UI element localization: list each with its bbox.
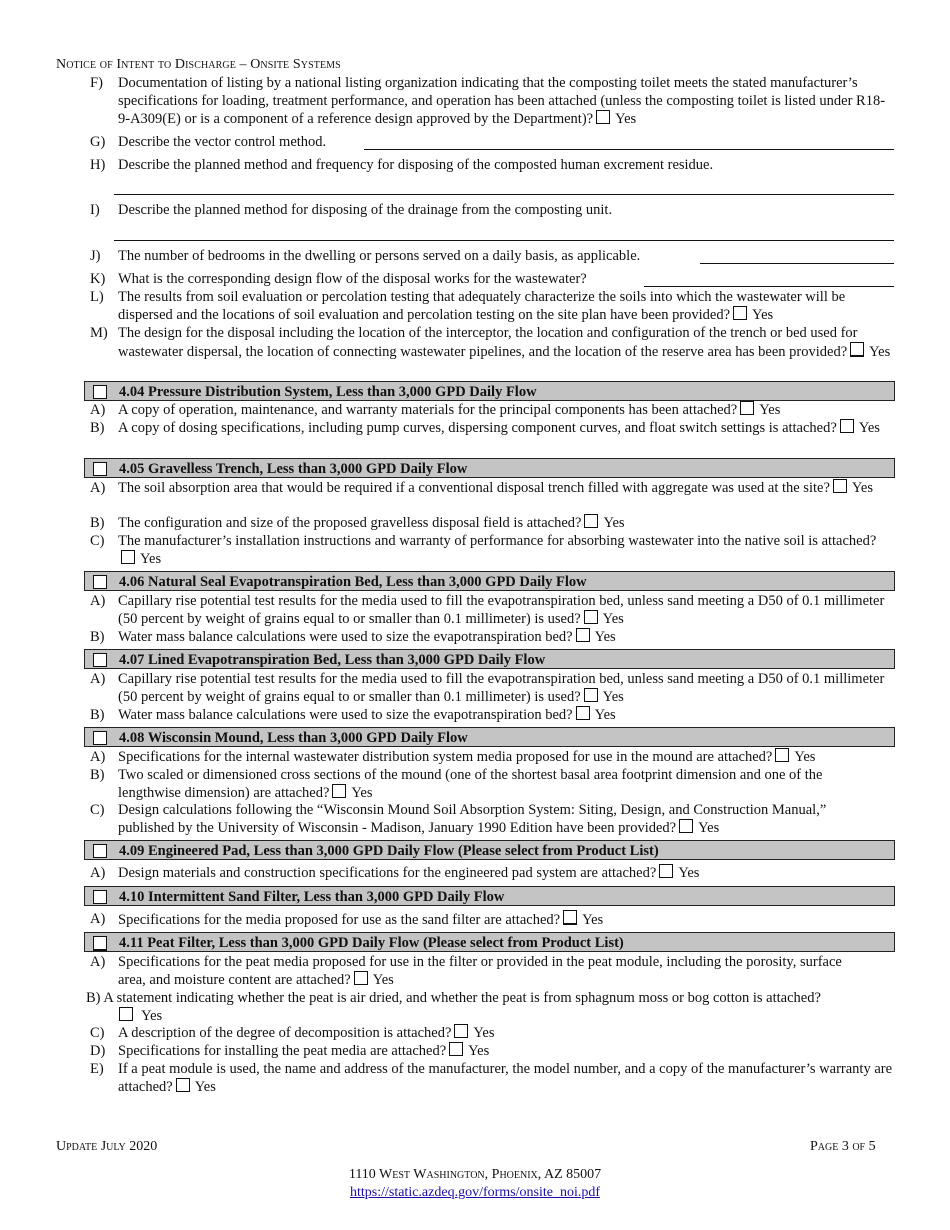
document-header: Notice of Intent to Discharge – Onsite Systems: [56, 57, 341, 72]
section-checkbox[interactable]: [93, 731, 107, 745]
item-letter: E): [90, 1061, 104, 1077]
item-letter: K): [90, 271, 106, 287]
item-405-B: [84, 514, 896, 532]
item-text: A copy of operation, maintenance, and warranty materials for the principal components has been attached?: [118, 402, 738, 418]
item-letter: I): [90, 202, 100, 218]
yes-checkbox[interactable]: [176, 1078, 190, 1092]
item-M: [84, 324, 896, 361]
section-checkbox[interactable]: [93, 936, 107, 951]
yes-label: Yes: [468, 1043, 490, 1059]
item-text: Documentation of listing by a national listing organization indicating that the composting toilet meets the stated manufacturer’s specifications for loading, treatment performance, and operation has been attached (unless the composting toilet is listed under R18-9-A309(E) or is a component of a reference design approved by the Department)?: [118, 75, 886, 127]
item-H: [84, 156, 896, 174]
item-408-C: [84, 801, 874, 837]
item-letter: L): [90, 289, 104, 305]
item-407-A: [84, 670, 896, 706]
yes-label: Yes: [603, 515, 625, 531]
section-4-04-header: [84, 381, 895, 401]
item-letter: M): [90, 325, 108, 341]
item-text: The manufacturer’s installation instructions and warranty of performance for absorbing wastewater into the native soil is attached?: [118, 533, 877, 549]
item-411-A: [84, 953, 854, 989]
item-text: Specifications for the peat media proposed for use in the filter or provided in the peat module, including the porosity, surface area, and moisture content are attached?: [118, 954, 842, 988]
item-text: Describe the vector control method.: [118, 134, 327, 150]
yes-label: Yes: [351, 785, 373, 801]
yes-checkbox[interactable]: [596, 110, 610, 124]
item-411-E: [84, 1060, 896, 1096]
item-letter: B): [90, 767, 105, 783]
yes-label: Yes: [602, 611, 624, 627]
yes-label: Yes: [759, 402, 781, 418]
section-4-05-header: [84, 458, 895, 478]
yes-checkbox[interactable]: [332, 784, 346, 798]
item-letter: A): [90, 671, 106, 687]
section-title: 4.08 Wisconsin Mound, Less than 3,000 GPD Daily Flow: [119, 730, 468, 746]
item-411-D: [84, 1042, 896, 1060]
item-text: Describe the planned method for disposing of the drainage from the composting unit.: [118, 202, 613, 218]
item-text: A description of the degree of decomposition is attached?: [118, 1025, 452, 1041]
yes-checkbox[interactable]: [576, 628, 590, 642]
item-text: Capillary rise potential test results for the media used to fill the evapotranspiration bed, unless sand meeting a D50 of 0.1 millimeter (50 percent by weight of grains equal to or smaller than 0.1 millimeter) is used?: [118, 671, 885, 705]
section-checkbox[interactable]: [93, 385, 107, 399]
item-text: Capillary rise potential test results for the media used to fill the evapotranspiration bed, unless sand meeting a D50 of 0.1 millimeter (50 percent by weight of grains equal to or smaller than 0.1 millimeter) is used?: [118, 593, 885, 627]
item-text: The number of bedrooms in the dwelling or persons served on a daily basis, as applicable.: [118, 248, 641, 264]
item-letter: A): [90, 480, 106, 496]
item-404-A: [84, 401, 896, 419]
yes-checkbox[interactable]: [354, 971, 368, 985]
yes-label: Yes: [615, 111, 637, 127]
footer-page-number: Page 3 of 5: [810, 1139, 876, 1154]
yes-checkbox[interactable]: [121, 550, 135, 564]
item-text: The soil absorption area that would be required if a conventional disposal trench filled with aggregate was used at the site?: [118, 480, 830, 496]
section-4-08-header: [84, 727, 895, 747]
section-4-10-header: [84, 886, 895, 906]
item-409-A: [84, 864, 896, 882]
design-flow-answer-line[interactable]: [644, 286, 894, 287]
item-text: Specifications for installing the peat media are attached?: [118, 1043, 447, 1059]
yes-checkbox[interactable]: [679, 819, 693, 833]
item-letter: A): [90, 402, 106, 418]
item-text: The results from soil evaluation or percolation testing that adequately characterize the soils into which the wastewater will be dispersed and the locations of soil evaluation and percolation testing on the site plan have been provided?: [118, 289, 846, 323]
footer-url-container: [0, 1184, 950, 1202]
yes-label: Yes: [141, 1008, 163, 1024]
footer-url-link[interactable]: https://static.azdeq.gov/forms/onsite_noi.pdf: [349, 1185, 601, 1200]
section-title: 4.10 Intermittent Sand Filter, Less than 3,000 GPD Daily Flow: [119, 889, 505, 905]
item-letter: B): [90, 515, 105, 531]
item-letter: G): [90, 134, 106, 150]
item-406-B: [84, 628, 896, 646]
item-letter: A): [90, 911, 106, 927]
item-411-C: [84, 1024, 896, 1042]
item-text: Specifications for the media proposed for use as the sand filter are attached?: [118, 912, 561, 928]
yes-checkbox[interactable]: [659, 864, 673, 878]
yes-checkbox[interactable]: [840, 419, 854, 433]
section-4-11-header: [84, 932, 895, 952]
yes-checkbox[interactable]: [584, 514, 598, 528]
item-text: Water mass balance calculations were used to size the evapotranspiration bed?: [118, 629, 573, 645]
yes-checkbox[interactable]: [563, 910, 577, 925]
item-text: Two scaled or dimensioned cross sections of the mound (one of the shortest basal area footprint dimension and one of the lengthwise dimension) are attached?: [118, 767, 823, 801]
item-text: A statement indicating whether the peat is air dried, and whether the peat is from sphagnum moss or bog cotton is attached?: [103, 990, 821, 1006]
item-letter: A): [90, 749, 106, 765]
yes-label: Yes: [858, 420, 880, 436]
yes-checkbox[interactable]: [449, 1042, 463, 1056]
yes-checkbox[interactable]: [740, 401, 754, 415]
item-text: The design for the disposal including the location of the interceptor, the location and configuration of the trench or bed used for wastewater dispersal, the location of connecting wastewater pipelines, and the location of the reserve area has been provided?: [118, 325, 858, 360]
item-letter: D): [90, 1043, 106, 1059]
section-title: 4.07 Lined Evapotranspiration Bed, Less than 3,000 GPD Daily Flow: [119, 652, 546, 668]
yes-label: Yes: [869, 344, 891, 360]
section-checkbox[interactable]: [93, 575, 107, 589]
yes-checkbox[interactable]: [775, 748, 789, 762]
item-I: [84, 201, 896, 219]
item-text: A copy of dosing specifications, including pump curves, dispersing component curves, and float switch settings is attached?: [118, 420, 837, 436]
item-408-A: [84, 748, 896, 766]
item-410-A: [84, 910, 896, 929]
item-text: What is the corresponding design flow of the disposal works for the wastewater?: [118, 271, 587, 287]
item-F: [84, 74, 896, 128]
item-407-B: [84, 706, 896, 724]
drainage-disposal-answer-line[interactable]: [114, 240, 894, 241]
item-letter: F): [90, 75, 103, 91]
footer-address: 1110 West Washington, Phoenix, AZ 85007: [348, 1167, 602, 1182]
item-text: Specifications for the internal wastewater distribution system media proposed for use in the mound are attached?: [118, 749, 773, 765]
yes-checkbox[interactable]: [119, 1007, 133, 1021]
yes-label: Yes: [794, 749, 816, 765]
section-title: 4.09 Engineered Pad, Less than 3,000 GPD Daily Flow (Please select from Product List): [119, 843, 659, 859]
item-text: Design materials and construction specifications for the engineered pad system are attached?: [118, 865, 657, 881]
footer-update-date: Update July 2020: [56, 1139, 158, 1154]
item-text: Water mass balance calculations were used to size the evapotranspiration bed?: [118, 707, 573, 723]
item-letter: C): [90, 802, 105, 818]
section-4-09-header: [84, 840, 895, 860]
yes-label: Yes: [473, 1025, 495, 1041]
item-text: If a peat module is used, the name and address of the manufacturer, the model number, and a copy of the manufacturer’s warranty are attached?: [118, 1061, 893, 1095]
item-letter: B): [86, 990, 101, 1006]
section-title: 4.11 Peat Filter, Less than 3,000 GPD Daily Flow (Please select from Product List): [119, 935, 624, 951]
yes-checkbox[interactable]: [584, 610, 598, 624]
item-letter: B): [90, 420, 105, 436]
item-text: The configuration and size of the proposed gravelless disposal field is attached?: [118, 515, 582, 531]
yes-label: Yes: [678, 865, 700, 881]
yes-label: Yes: [698, 820, 720, 836]
item-405-A: [84, 479, 896, 497]
item-411-B: [86, 989, 894, 1025]
item-text: Describe the planned method and frequency for disposing of the composted human excrement residue.: [118, 157, 714, 173]
item-letter: C): [90, 1025, 105, 1041]
yes-checkbox[interactable]: [584, 688, 598, 702]
yes-checkbox[interactable]: [833, 479, 847, 493]
yes-label: Yes: [602, 689, 624, 705]
item-404-B: [84, 419, 896, 437]
item-408-B: [84, 766, 844, 802]
section-4-06-header: [84, 571, 895, 591]
yes-checkbox[interactable]: [850, 342, 864, 357]
item-letter: A): [90, 593, 106, 609]
vector-control-answer-line[interactable]: [364, 149, 894, 150]
yes-checkbox[interactable]: [454, 1024, 468, 1038]
yes-checkbox[interactable]: [576, 706, 590, 720]
yes-label: Yes: [372, 972, 394, 988]
section-title: 4.04 Pressure Distribution System, Less than 3,000 GPD Daily Flow: [119, 384, 537, 400]
yes-label: Yes: [851, 480, 873, 496]
yes-label: Yes: [752, 307, 774, 323]
yes-label: Yes: [594, 707, 616, 723]
section-4-07-header: [84, 649, 895, 669]
yes-label: Yes: [194, 1079, 216, 1095]
item-letter: H): [90, 157, 106, 173]
section-checkbox[interactable]: [93, 890, 107, 904]
item-letter: A): [90, 865, 106, 881]
excrement-disposal-answer-line[interactable]: [114, 194, 894, 195]
item-letter: A): [90, 954, 106, 970]
item-text: Design calculations following the “Wisconsin Mound Soil Absorption System: Siting, Design, and Construction Manual,” published by the University of Wisconsin - Madison, January 1990 Edition have been provided?: [118, 802, 827, 836]
yes-label: Yes: [594, 629, 616, 645]
item-405-C: [84, 532, 896, 568]
item-L: [84, 288, 896, 324]
section-checkbox[interactable]: [93, 653, 107, 667]
section-title: 4.05 Gravelless Trench, Less than 3,000 GPD Daily Flow: [119, 461, 468, 477]
section-title: 4.06 Natural Seal Evapotranspiration Bed, Less than 3,000 GPD Daily Flow: [119, 574, 587, 590]
item-letter: C): [90, 533, 105, 549]
yes-checkbox[interactable]: [733, 306, 747, 320]
bedrooms-answer-line[interactable]: [700, 263, 894, 264]
section-checkbox[interactable]: [93, 462, 107, 476]
yes-label: Yes: [140, 551, 162, 567]
item-letter: B): [90, 707, 105, 723]
item-letter: J): [90, 248, 101, 264]
item-letter: B): [90, 629, 105, 645]
section-checkbox[interactable]: [93, 844, 107, 858]
item-406-A: [84, 592, 896, 628]
yes-label: Yes: [582, 912, 604, 928]
